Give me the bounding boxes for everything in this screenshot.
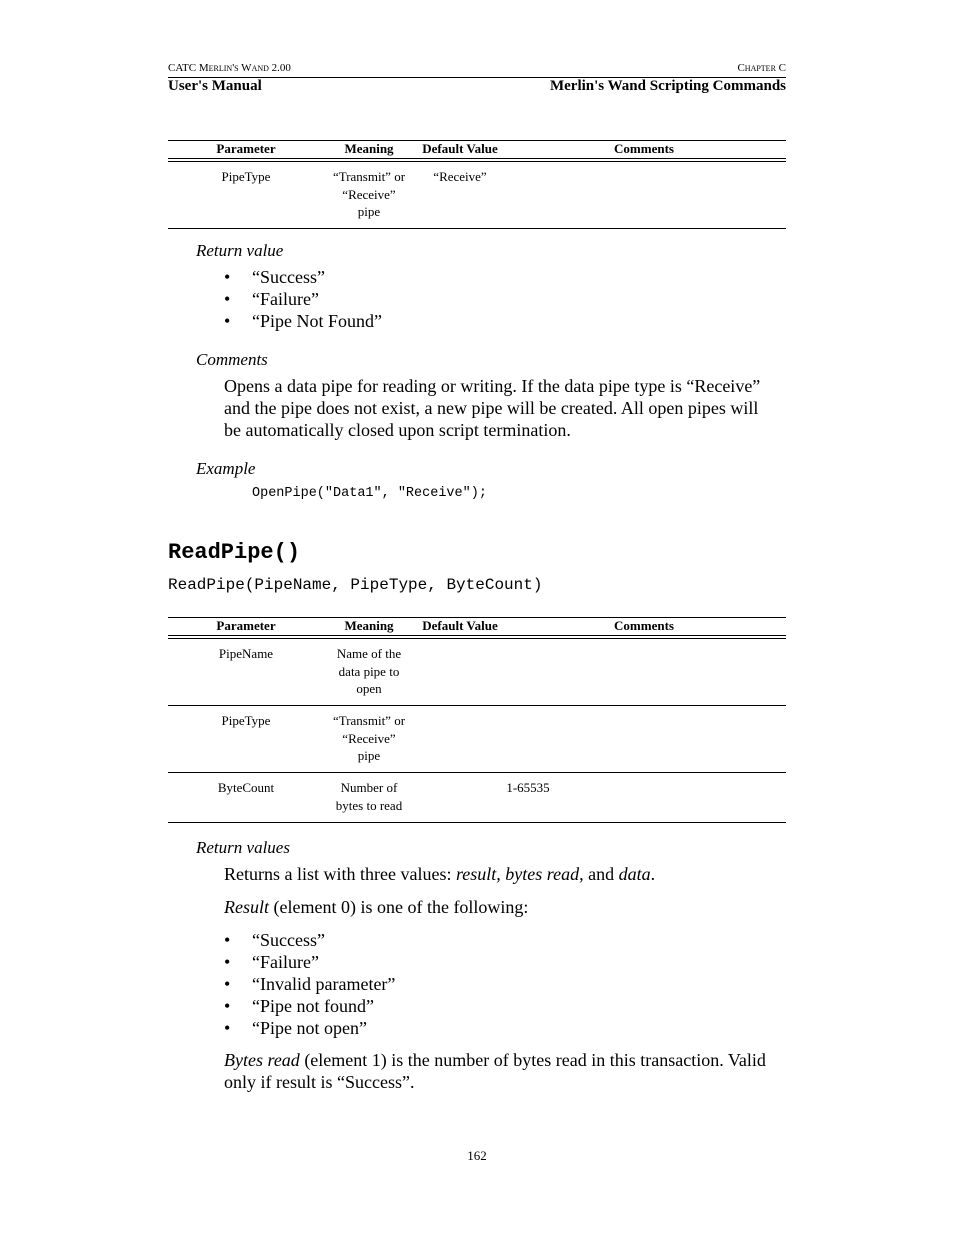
col-meaning: Meaning bbox=[344, 141, 394, 156]
running-header-top bbox=[168, 62, 786, 74]
col-default: Default Value bbox=[422, 618, 498, 633]
list-item bbox=[224, 929, 395, 951]
paragraph-line: be automatically closed upon script termination. bbox=[224, 420, 571, 440]
col-meaning: Meaning bbox=[344, 618, 394, 633]
paragraph-line: Opens a data pipe for reading or writing. If the data pipe type is “Receive” bbox=[224, 376, 761, 396]
list-item-text: “Pipe not found” bbox=[252, 996, 374, 1016]
running-header-bottom bbox=[168, 78, 786, 95]
function-signature: ReadPipe(PipeName, PipeType, ByteCount) bbox=[168, 576, 543, 594]
return-values-heading: Return values bbox=[196, 838, 290, 857]
comments-heading: Comments bbox=[196, 350, 268, 369]
text-run-italic: Result bbox=[224, 897, 269, 917]
col-comments: Comments bbox=[614, 141, 674, 156]
meaning-line: pipe bbox=[357, 204, 381, 219]
bullet: • bbox=[224, 974, 231, 994]
row-parameter: PipeName bbox=[218, 646, 274, 661]
list-item bbox=[224, 288, 382, 310]
header-product: CATC Merlin's Wand 2.00 bbox=[168, 62, 291, 74]
meaning-line: “Receive” bbox=[342, 730, 396, 746]
text-run-italic: result, bytes read, bbox=[455, 864, 584, 884]
table-row bbox=[168, 773, 786, 823]
returns-intro bbox=[224, 863, 786, 885]
paragraph-line: only if result is “Success”. bbox=[224, 1072, 415, 1092]
header-chapter: Chapter C bbox=[737, 62, 786, 74]
return-value-heading: Return value bbox=[196, 241, 284, 260]
meaning-line: Number of bbox=[340, 780, 398, 795]
list-item-text: “Success” bbox=[252, 930, 325, 950]
text-run: (element 1) is the number of bytes read in this transaction. Valid bbox=[299, 1050, 766, 1070]
bytes-read-paragraph bbox=[224, 1049, 786, 1093]
table-row bbox=[168, 706, 786, 773]
openpipe-return-list bbox=[224, 266, 382, 332]
col-default: Default Value bbox=[422, 141, 498, 156]
text-run: . bbox=[650, 864, 656, 884]
bullet: • bbox=[224, 267, 231, 287]
text-run-italic: data bbox=[618, 864, 651, 884]
row-parameter: PipeType bbox=[221, 713, 271, 728]
list-item-text: “Pipe not open” bbox=[252, 1018, 367, 1038]
row-meaning bbox=[324, 645, 414, 698]
list-item bbox=[224, 1017, 395, 1039]
example-code: OpenPipe("Data1", "Receive"); bbox=[252, 486, 487, 501]
list-item bbox=[224, 310, 382, 332]
row-meaning bbox=[324, 168, 414, 221]
bullet: • bbox=[224, 952, 231, 972]
meaning-line: “Transmit” or bbox=[332, 169, 406, 184]
result-line bbox=[224, 896, 786, 918]
section-title: ReadPipe() bbox=[168, 540, 301, 565]
col-parameter: Parameter bbox=[216, 141, 276, 156]
text-run-italic: Bytes read bbox=[224, 1050, 300, 1070]
list-item bbox=[224, 973, 395, 995]
openpipe-parameter-table bbox=[168, 140, 786, 229]
page-number: 162 bbox=[467, 1148, 487, 1163]
table-row bbox=[168, 162, 786, 229]
row-parameter: PipeType bbox=[221, 169, 271, 184]
text-run: and bbox=[583, 864, 619, 884]
paragraph-line: and the pipe does not exist, a new pipe will be created. All open pipes will bbox=[224, 398, 759, 418]
header-manual: User's Manual bbox=[168, 78, 262, 94]
list-item-text: “Failure” bbox=[252, 289, 319, 309]
readpipe-parameter-table bbox=[168, 617, 786, 823]
list-item-text: “Invalid parameter” bbox=[252, 974, 396, 994]
row-default: 1-65535 bbox=[506, 780, 550, 795]
result-values-list bbox=[224, 929, 395, 1039]
bullet: • bbox=[224, 996, 231, 1016]
meaning-line: “Transmit” or bbox=[332, 713, 406, 728]
row-default: “Receive” bbox=[433, 169, 487, 184]
meaning-line: “Receive” bbox=[342, 186, 396, 202]
row-parameter: ByteCount bbox=[217, 780, 275, 795]
row-meaning bbox=[324, 712, 414, 765]
meaning-line: open bbox=[356, 681, 382, 696]
col-parameter: Parameter bbox=[216, 618, 276, 633]
list-item bbox=[224, 995, 395, 1017]
text-run: Returns a list with three values: bbox=[224, 864, 456, 884]
list-item bbox=[224, 951, 395, 973]
table-row bbox=[168, 639, 786, 706]
example-heading: Example bbox=[196, 459, 256, 478]
list-item-text: “Pipe Not Found” bbox=[252, 311, 382, 331]
table-header bbox=[168, 141, 786, 158]
meaning-line: pipe bbox=[357, 748, 381, 763]
meaning-line: bytes to read bbox=[335, 797, 403, 813]
row-meaning bbox=[324, 779, 414, 814]
comments-paragraph bbox=[224, 375, 786, 441]
bullet: • bbox=[224, 1018, 231, 1038]
list-item bbox=[224, 266, 382, 288]
meaning-line: Name of the bbox=[336, 646, 402, 661]
list-item-text: “Success” bbox=[252, 267, 325, 287]
col-comments: Comments bbox=[614, 618, 674, 633]
bullet: • bbox=[224, 289, 231, 309]
table-header bbox=[168, 618, 786, 635]
list-item-text: “Failure” bbox=[252, 952, 319, 972]
meaning-line: data pipe to bbox=[338, 663, 400, 679]
text-run: (element 0) is one of the following: bbox=[269, 897, 529, 917]
bullet: • bbox=[224, 311, 231, 331]
paragraph-line bbox=[224, 1049, 786, 1071]
header-section: Merlin's Wand Scripting Commands bbox=[549, 78, 786, 94]
bullet: • bbox=[224, 930, 231, 950]
